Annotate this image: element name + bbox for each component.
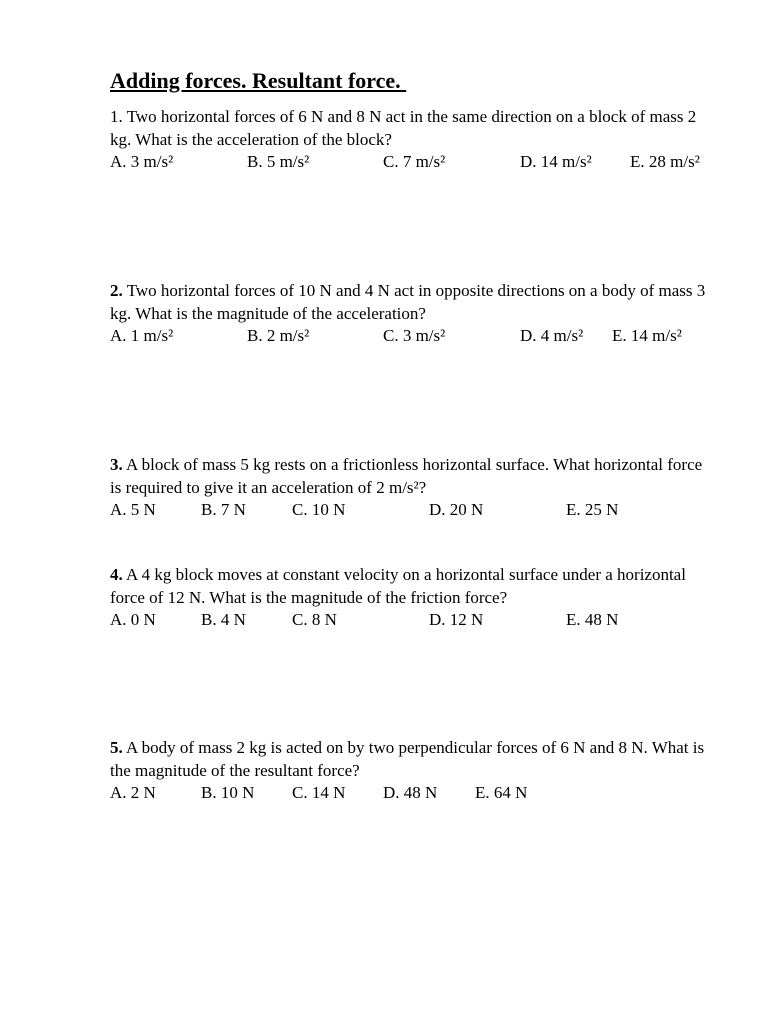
question-2-stem: Two horizontal forces of 10 N and 4 N act in opposite directions on a body of mass 3 kg. What is the magnitude of the acceleration? [110, 281, 706, 323]
question-4-options [110, 609, 710, 632]
option-b: B. 10 N [201, 783, 255, 802]
question-3 [110, 454, 710, 522]
question-3-text [110, 454, 710, 499]
option-a: A. 5 N [110, 500, 156, 519]
option-e: E. 64 N [475, 783, 528, 802]
option-b: B. 2 m/s² [247, 326, 310, 345]
option-a: A. 0 N [110, 610, 156, 629]
option-b: B. 4 N [201, 610, 246, 629]
option-d: D. 4 m/s² [520, 326, 584, 345]
option-e: E. 48 N [566, 610, 619, 629]
question-5 [110, 737, 710, 805]
option-d: D. 14 m/s² [520, 152, 592, 171]
option-b: B. 5 m/s² [247, 152, 310, 171]
option-e: E. 28 m/s² [630, 152, 700, 171]
question-1 [110, 106, 710, 174]
question-4-text [110, 564, 710, 609]
question-2-number: 2. [110, 281, 123, 300]
option-e: E. 25 N [566, 500, 619, 519]
option-a: A. 2 N [110, 783, 156, 802]
question-1-text [110, 106, 710, 151]
option-c: C. 10 N [292, 500, 346, 519]
question-2-text [110, 280, 710, 325]
question-3-stem: A block of mass 5 kg rests on a frictionless horizontal surface. What horizontal force is required to give it an acceleration of 2 m/s²? [110, 455, 703, 497]
question-5-text [110, 737, 710, 782]
question-5-number: 5. [110, 738, 123, 757]
question-2 [110, 280, 710, 348]
option-d: D. 48 N [383, 783, 438, 802]
question-4-number: 4. [110, 565, 123, 584]
question-1-number: 1. [110, 107, 123, 126]
option-c: C. 8 N [292, 610, 337, 629]
option-b: B. 7 N [201, 500, 246, 519]
question-2-options [110, 325, 710, 348]
question-3-number: 3. [110, 455, 123, 474]
option-d: D. 12 N [429, 610, 484, 629]
question-5-stem: A body of mass 2 kg is acted on by two perpendicular forces of 6 N and 8 N. What is the magnitude of the resultant force? [110, 738, 705, 780]
page-title: Adding forces. Resultant force. [110, 68, 407, 93]
option-d: D. 20 N [429, 500, 484, 519]
question-4 [110, 564, 710, 632]
option-c: C. 3 m/s² [383, 326, 446, 345]
question-1-stem: Two horizontal forces of 6 N and 8 N act in the same direction on a block of mass 2 kg. What is the acceleration of the block? [110, 107, 697, 149]
option-c: C. 14 N [292, 783, 346, 802]
option-e: E. 14 m/s² [612, 326, 682, 345]
question-4-stem: A 4 kg block moves at constant velocity on a horizontal surface under a horizontal force of 12 N. What is the magnitude of the friction force? [110, 565, 686, 607]
question-5-options [110, 782, 710, 805]
option-a: A. 1 m/s² [110, 326, 174, 345]
option-c: C. 7 m/s² [383, 152, 446, 171]
option-a: A. 3 m/s² [110, 152, 174, 171]
question-1-options [110, 151, 710, 174]
question-3-options [110, 499, 710, 522]
